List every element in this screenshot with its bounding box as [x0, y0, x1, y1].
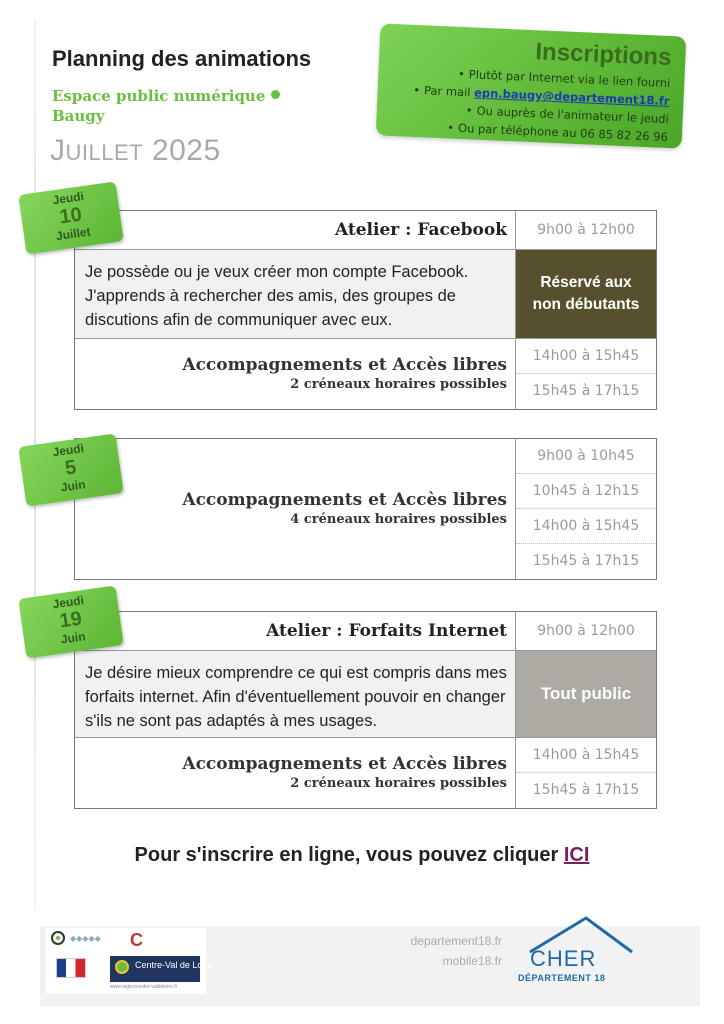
- acces-libres-subtitle: 2 créneaux horaires possibles: [290, 377, 507, 392]
- month-rest: UILLET: [65, 140, 144, 165]
- audience-tag: Réservé aux non débutants: [515, 250, 656, 338]
- acces-libres-label: [75, 339, 515, 409]
- region-logo-text: Centre-Val de Loire: [135, 960, 213, 970]
- region-logo: [110, 956, 213, 982]
- atelier-row: [75, 211, 656, 250]
- inscriptions-line-text: Plutôt par Internet via le lien fourni: [468, 67, 671, 91]
- atelier-time: 9h00 à 12h00: [537, 222, 635, 238]
- atelier-description: Je possède ou je veux créer mon compte Facebook. J'apprends à rechercher des amis, des groupes de discutions afin de communiquer avec eux.: [75, 250, 515, 338]
- acces-libres-row: [75, 738, 656, 808]
- atelier-title: Atelier : Forfaits Internet: [266, 621, 507, 641]
- acces-libres-label: [75, 439, 515, 579]
- bullet-icon: •: [465, 103, 473, 118]
- atelier-description: Je désire mieux comprendre ce qui est compris dans mes forfaits internet. Afin d'éventuellement pouvoir en changer s'ils ne sont pas adaptés à mes usages.: [75, 651, 515, 737]
- event-block: [74, 210, 657, 410]
- partner-logo-icon: [50, 930, 66, 946]
- badge-day: Jeudi: [51, 593, 85, 612]
- month-heading: [50, 134, 221, 168]
- time-slot: 10h45 à 12h15: [516, 474, 656, 509]
- email-link[interactable]: epn.baugy@departement18.fr: [473, 85, 670, 109]
- inscriptions-line-text: Ou par téléphone au 06 85 82 26 96: [457, 120, 669, 145]
- badge-day: Jeudi: [51, 189, 85, 208]
- mobile-site-link[interactable]: mobile18.fr: [442, 954, 502, 968]
- badge-number: 10: [58, 203, 84, 229]
- acces-libres-label: [75, 738, 515, 808]
- badge-month: Juin: [60, 629, 87, 647]
- badge-month: Juillet: [55, 224, 92, 244]
- acces-libres-title: Accompagnements et Accès libres: [182, 355, 507, 375]
- inscriptions-title: Inscriptions: [534, 38, 672, 72]
- acces-libres-title: Accompagnements et Accès libres: [182, 490, 507, 510]
- bullet-icon: •: [412, 82, 421, 98]
- event-block: [74, 611, 657, 809]
- partner-logo-c: C: [130, 930, 143, 950]
- time-slot: 14h00 à 15h45: [516, 509, 656, 544]
- description-row: [75, 651, 656, 738]
- atelier-row: [75, 612, 656, 651]
- partner-logo: ◆◆◆◆◆: [70, 934, 101, 943]
- republique-francaise-logo: [56, 958, 86, 978]
- audience-tag: Tout public: [515, 651, 656, 737]
- atelier-title: Atelier : Facebook: [334, 220, 507, 240]
- badge-number: 19: [58, 607, 84, 633]
- site-link[interactable]: departement18.fr: [410, 934, 502, 948]
- mail-prefix: Par mail: [423, 83, 471, 100]
- time-slot: 15h45 à 17h15: [532, 383, 640, 399]
- time-slot: 14h00 à 15h45: [516, 738, 656, 773]
- time-slot: 14h00 à 15h45: [516, 339, 656, 374]
- subtitle-line-1: Espace public numérique: [52, 87, 266, 105]
- acces-libres-subtitle: 2 créneaux horaires possibles: [290, 776, 507, 791]
- month-first-letter: J: [50, 134, 66, 167]
- badge-month: Juin: [60, 477, 87, 495]
- atelier-time: 9h00 à 12h00: [537, 623, 635, 639]
- signup-call-to-action: [0, 844, 724, 867]
- acces-libres-title: Accompagnements et Accès libres: [182, 754, 507, 774]
- inscriptions-line-text: Ou auprès de l'animateur le jeudi: [476, 103, 669, 127]
- page-subtitle: [52, 86, 280, 126]
- event-block: [74, 438, 657, 580]
- region-heart-icon: [115, 960, 129, 974]
- time-slot: 9h00 à 10h45: [516, 439, 656, 474]
- cta-text: Pour s'inscrire en ligne, vous pouvez cliquer: [134, 844, 559, 866]
- badge-day: Jeudi: [51, 441, 85, 460]
- bullet-icon: •: [446, 120, 455, 135]
- bullet-icon: •: [457, 66, 466, 82]
- inscriptions-card: [376, 23, 687, 148]
- acces-libres-row: [75, 439, 656, 579]
- acces-libres-row: [75, 339, 656, 409]
- signup-link[interactable]: ICI: [563, 844, 590, 866]
- year: 2025: [151, 134, 221, 167]
- cher-brand-subtitle: DÉPARTEMENT 18: [518, 973, 606, 983]
- description-row: [75, 250, 656, 339]
- acces-libres-subtitle: 4 créneaux horaires possibles: [290, 512, 507, 527]
- footer: [40, 926, 700, 1006]
- time-slot: 15h45 à 17h15: [532, 782, 640, 798]
- time-slot: 15h45 à 17h15: [532, 553, 640, 569]
- subtitle-line-2: Baugy: [52, 107, 105, 125]
- partner-logos: [46, 928, 213, 994]
- green-dot-icon: [271, 90, 280, 99]
- region-url: www.regioncentre-valdeloire.fr: [110, 984, 178, 990]
- cher-brand: CHER: [530, 946, 597, 971]
- badge-number: 5: [63, 456, 78, 480]
- page-title: Planning des animations: [52, 46, 312, 71]
